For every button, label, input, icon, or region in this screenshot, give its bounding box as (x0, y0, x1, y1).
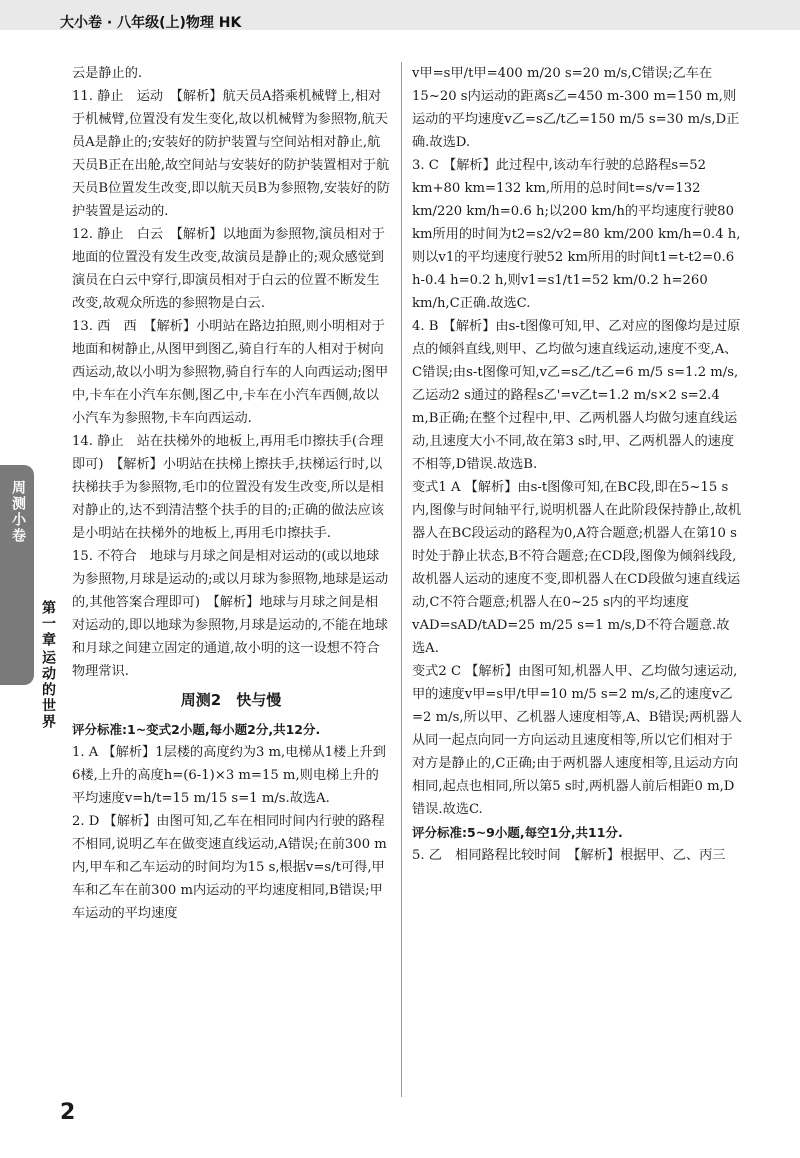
side-title: 运动的世界 (40, 650, 56, 730)
right-column (412, 62, 742, 867)
side-chapter: 第一章 (40, 600, 56, 648)
score-standard: 评分标准:1~变式2小题,每小题2分,共12分. (72, 722, 321, 737)
answer-paragraph: 云是静止的. (72, 66, 143, 81)
page-header: 大小卷 · 八年级(上)物理 HK (60, 15, 242, 31)
answer-paragraph: 2. D 【解析】由图可知,乙车在相同时间内行驶的路程不相同,说明乙车在做变速直线运动,A错误;在前300 m内,甲车和乙车运动的时间均为15 s,根据v=s/t可得,甲车和乙车在前300 m内运动的平均速度相同,B错误;甲车运动的平均速度 (72, 814, 387, 921)
answer-paragraph: 14. 静止 站在扶梯外的地板上,再用毛巾擦扶手(合理即可) 【解析】小明站在扶梯上擦扶手,扶梯运行时,以扶梯扶手为参照物,毛巾的位置没有发生改变,所以是相对静止的,达不到清洁整个扶手的目的;正确的做法应该是小明站在扶梯外的地板上,再用毛巾擦扶手. (72, 434, 384, 541)
answer-paragraph: 11. 静止 运动 【解析】航天员A搭乘机械臂上,相对于机械臂,位置没有发生变化,故以机械臂为参照物,航天员A是静止的;安装好的防护装置与空间站相对静止,航天员B正在出舱,故空间站与安装好的防护装置相对于航天员B位置发生改变,即以航天员B为参照物,安装好的防护装置是运动的. (72, 89, 390, 219)
section-title: 周测2 快与慢 (180, 691, 282, 709)
answer-paragraph: 12. 静止 白云 【解析】以地面为参照物,演员相对于地面的位置没有发生改变,故演员是静止的;观众感觉到演员在白云中穿行,即演员相对于白云的位置不断发生改变,故观众所选的参照物是白云. (72, 227, 385, 311)
page-number: 2 (60, 1100, 76, 1125)
answer-paragraph: v甲=s甲/t甲=400 m/20 s=20 m/s,C错误;乙车在15~20 s内运动的距离s乙=450 m-300 m=150 m,则运动的平均速度v乙=s乙/t乙=150 m/5 s=30 m/s,D正确.故选D. (412, 66, 740, 150)
side-tab-label: 周测小卷 (10, 480, 26, 544)
answer-paragraph: 4. B 【解析】由s-t图像可知,甲、乙对应的图像均是过原点的倾斜直线,则甲、乙均做匀速直线运动,速度不变,A、C错误;由s-t图像可知,v乙=s乙/t乙=6 m/5 s=1.2 m/s,乙运动2 s通过的路程s乙'=v乙t=1.2 m/s×2 s=2.4 m,B正确;在整个过程中,甲、乙两机器人均做匀速直线运动,且速度大小不同,故在第3 s时,甲、乙两机器人的速度不相等,D错误.故选B. (412, 319, 741, 472)
answer-paragraph: 15. 不符合 地球与月球之间是相对运动的(或以地球为参照物,月球是运动的;或以月球为参照物,地球是运动的,其他答案合理即可) 【解析】地球与月球之间是相对运动的,即以地球为参照物,月球是运动的,不能在地球和月球之间建立固定的通道,故小明的这一设想不符合物理常识. (72, 549, 389, 679)
score-standard: 评分标准:5~9小题,每空1分,共11分. (412, 825, 623, 840)
column-divider (401, 62, 402, 1097)
answer-paragraph: 变式2 C 【解析】由图可知,机器人甲、乙均做匀速运动,甲的速度v甲=s甲/t甲=10 m/5 s=2 m/s,乙的速度v乙=2 m/s,所以甲、乙机器人速度相等,A、B错误;两机器人从同一起点向同一方向运动且速度相等,所以它们相对于对方是静止的,C正确;由于两机器人速度相等,且运动方向相同,起点也相同,所以第5 s时,两机器人前后相距0 m,D错误.故选C. (412, 664, 742, 817)
left-column (72, 62, 390, 925)
answer-paragraph: 3. C 【解析】此过程中,该动车行驶的总路程s=52 km+80 km=132 km,所用的总时间t=s/v=132 km/220 km/h=0.6 h;以200 km/h的平均速度行驶80 km所用的时间为t2=s2/v2=80 km/200 km/h=0.4 h,则以v1的平均速度行驶52 km所用的时间t1=t-t2=0.6 h-0.4 h=0.2 h,则v1=s1/t1=52 km/0.2 h=260 km/h,C正确.故选C. (412, 158, 741, 311)
answer-paragraph: 13. 西 西 【解析】小明站在路边拍照,则小明相对于地面和树静止,从图甲到图乙,骑自行车的人相对于树向西运动,故以小明为参照物,骑自行车的人向西运动;图甲中,卡车在小汽车东侧,图乙中,卡车在小汽车西侧,故以小汽车为参照物,卡车向西运动. (72, 319, 389, 426)
answer-paragraph: 5. 乙 相同路程比较时间 【解析】根据甲、乙、丙三 (412, 848, 726, 863)
answer-paragraph: 变式1 A 【解析】由s-t图像可知,在BC段,即在5~15 s内,图像与时间轴平行,说明机器人在此阶段保持静止,故机器人在BC段运动的路程为0,A符合题意;机器人在第10 s时处于静止状态,B不符合题意;在CD段,图像为倾斜线段,故机器人运动的速度不变,即机器人在CD段做匀速直线运动,C不符合题意;机器人在0~25 s内的平均速度vAD=sAD/tAD=25 m/25 s=1 m/s,D不符合题意.故选A. (412, 480, 742, 656)
answer-paragraph: 1. A 【解析】1层楼的高度约为3 m,电梯从1楼上升到6楼,上升的高度h=(6-1)×3 m=15 m,则电梯上升的平均速度v=h/t=15 m/15 s=1 m/s.故选A. (72, 745, 386, 806)
